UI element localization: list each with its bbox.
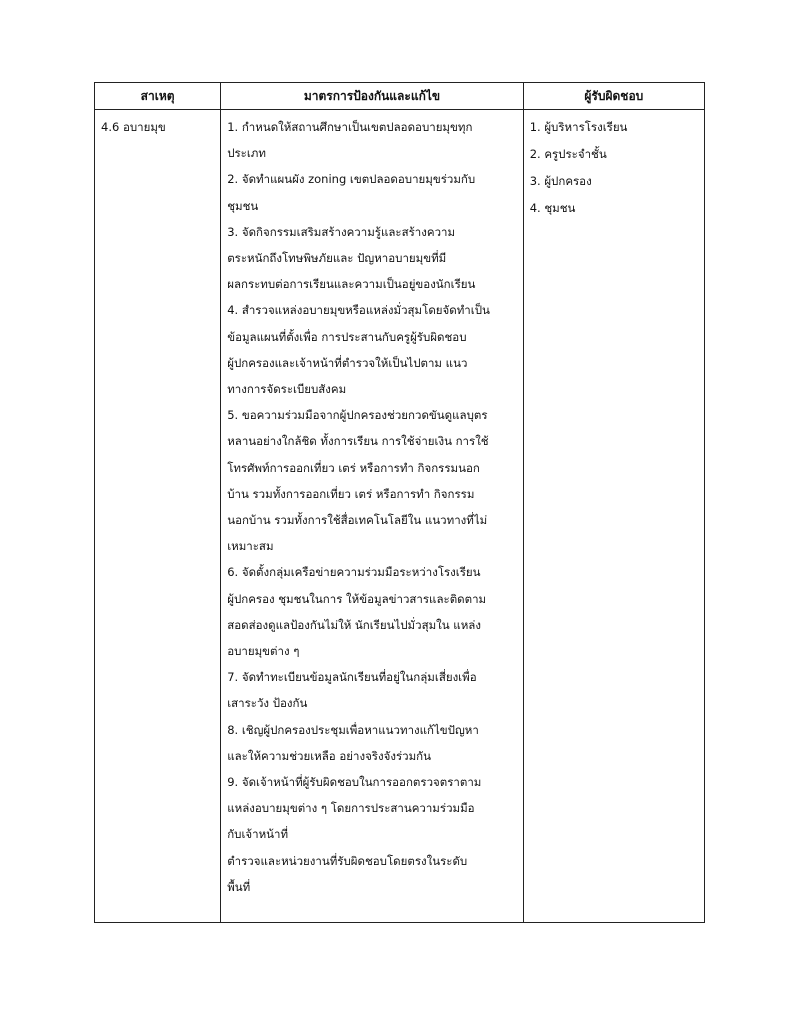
responsible-cell (523, 110, 704, 923)
measure-line: 7. จัดทำทะเบียนข้อมูลนักเรียนที่อยู่ในกลุ่มเสี่ยงเพื่อ (227, 670, 477, 685)
measure-line: ผู้ปกครอง ชุมชนในการ ให้ข้อมูลข่าวสารและติดตาม (227, 591, 487, 606)
header-cause: สาเหตุ (95, 83, 221, 110)
measure-line: พื้นที่ (227, 879, 251, 894)
measure-line: 5. ขอความร่วมมือจากผู้ปกครองช่วยกวดขันดูแลบุตร (227, 408, 488, 423)
measure-line: โทรศัพท์การออกเที่ยว เตร่ หรือการทำ กิจกรรมนอก (227, 460, 480, 475)
responsible-item: 3. ผู้ปกครอง (529, 174, 592, 188)
measure-line: 2. จัดทำแผนผัง zoning เขตปลอดอบายมุขร่วมกับ (227, 172, 476, 187)
measure-line: ทางการจัดระเบียบสังคม (227, 382, 347, 397)
measure-line: เสาระวัง ป้องกัน (227, 696, 308, 711)
table-header-row (95, 83, 705, 110)
measure-line: 6. จัดตั้งกลุ่มเครือข่ายความร่วมมือระหว่างโรงเรียน (227, 565, 481, 580)
measure-line: 4. สำรวจแหล่งอบายมุขหรือแหล่งมั่วสุมโดยจัดทำเป็น (227, 303, 490, 318)
responsible-item: 2. ครูประจำชั้น (529, 147, 607, 161)
measure-line: สอดส่องดูแลป้องกันไม่ให้ นักเรียนไปมั่วสุมใน แหล่ง (227, 617, 481, 632)
measure-line: ผู้ปกครองและเจ้าหน้าที่ตำรวจให้เป็นไปตาม แนว (227, 355, 468, 370)
measure-line: ชุมชน (227, 198, 259, 213)
measure-line: นอกบ้าน รวมทั้งการใช้สื่อเทคโนโลยีใน แนวทางที่ไม่ (227, 513, 488, 528)
table-row (95, 110, 705, 923)
measure-line: ตระหนักถึงโทษพิษภัยและ ปัญหาอบายมุขที่มี (227, 251, 447, 266)
measure-line: 1. กำหนดให้สถานศึกษาเป็นเขตปลอดอบายมุขทุก (227, 120, 473, 134)
measures-cell (221, 110, 523, 923)
measure-line: กับเจ้าหน้าที่ (227, 827, 289, 842)
measure-line: ตำรวจและหน่วยงานที่รับผิดชอบโดยตรงในระดับ (227, 853, 468, 868)
header-responsible: ผู้รับผิดชอบ (523, 83, 704, 110)
measures-list (221, 110, 522, 900)
measure-line: ประเภท (227, 146, 266, 161)
responsible-item: 4. ชุมชน (529, 201, 576, 215)
measure-line: แหล่งอบายมุขต่าง ๆ โดยการประสานความร่วมมือ (227, 801, 475, 816)
header-measures: มาตรการป้องกันและแก้ไข (221, 83, 523, 110)
measure-line: ผลกระทบต่อการเรียนและความเป็นอยู่ของนักเรียน (227, 277, 476, 292)
measure-line: เหมาะสม (227, 539, 274, 554)
measure-line: 8. เชิญผู้ปกครองประชุมเพื่อหาแนวทางแก้ไขปัญหา (227, 722, 479, 737)
measure-line: ข้อมูลแผนที่ตั้งเพื่อ การประสานกับครูผู้รับผิดชอบ (227, 329, 467, 344)
measure-line: และให้ความช่วยเหลือ อย่างจริงจังร่วมกัน (227, 748, 431, 763)
measures-table (94, 82, 705, 923)
responsible-list (524, 110, 704, 222)
measure-line: อบายมุขต่าง ๆ (227, 644, 300, 659)
cause-cell (95, 110, 221, 923)
cause-text: 4.6 อบายมุข (101, 120, 166, 134)
measure-line: 3. จัดกิจกรรมเสริมสร้างความรู้และสร้างความ (227, 224, 456, 239)
measure-line: บ้าน รวมทั้งการออกเที่ยว เตร่ หรือการทำ กิจกรรม (227, 486, 475, 501)
measure-line: หลานอย่างใกล้ชิด ทั้งการเรียน การใช้จ่ายเงิน การใช้ (227, 434, 489, 449)
measure-line: 9. จัดเจ้าหน้าที่ผู้รับผิดชอบในการออกตรวจตราตาม (227, 775, 482, 790)
responsible-item: 1. ผู้บริหารโรงเรียน (529, 120, 628, 134)
